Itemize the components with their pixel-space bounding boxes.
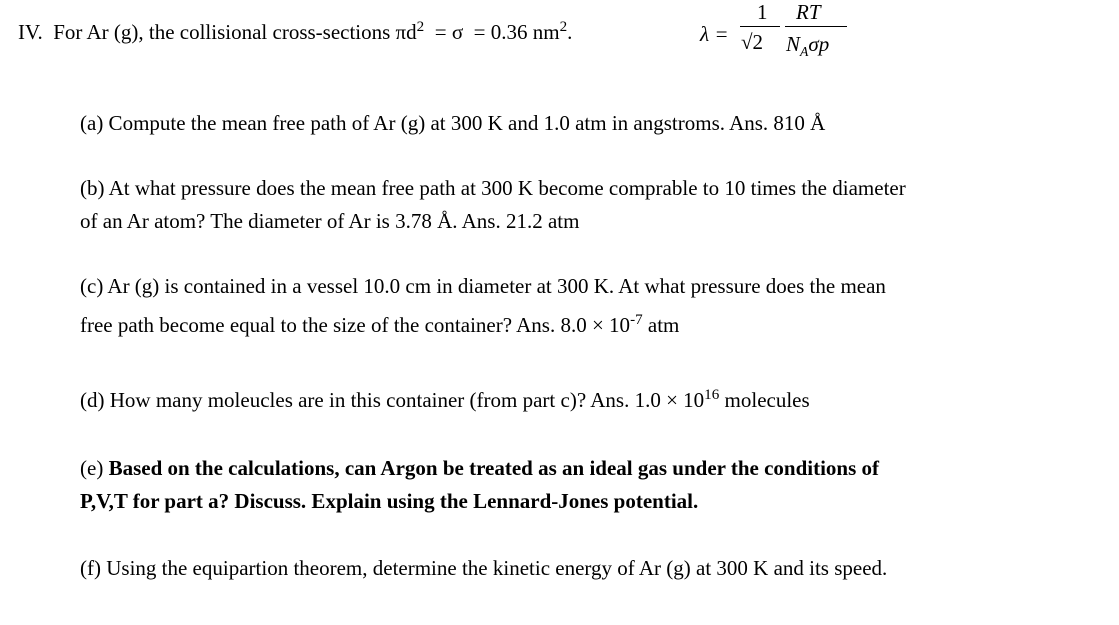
part-e-question: Based on the calculations, can Argon be treated as an ideal gas under the conditions of — [108, 456, 880, 480]
part-c-exponent: -7 — [630, 311, 643, 328]
part-a: (a) Compute the mean free path of Ar (g) at 300 K and 1.0 atm in angstroms. Ans. 810 Å — [80, 111, 826, 135]
equals-sigma: = σ — [434, 20, 464, 44]
problem-header — [18, 18, 573, 44]
avogadro-subscript: A — [800, 44, 809, 60]
part-f: (f) Using the equipartion theorem, determine the kinetic energy of Ar (g) at 300 K and its speed. — [80, 556, 888, 580]
avogadro-n: N — [786, 32, 801, 56]
part-e-line1 — [80, 458, 879, 479]
part-e-label: (e) — [80, 456, 109, 480]
part-d — [80, 386, 810, 412]
part-c-line1: (c) Ar (g) is contained in a vessel 10.0 cm in diameter at 300 K. At what pressure does the mean — [80, 274, 886, 298]
cross-section-value: = 0.36 nm — [473, 20, 560, 44]
sigma-p: σp — [808, 32, 830, 56]
cross-section-exponent: 2 — [559, 18, 568, 35]
header-period: . — [567, 20, 573, 44]
fraction1-denominator: √2 — [741, 30, 764, 54]
part-c-line2 — [80, 311, 680, 337]
part-d-exponent: 16 — [704, 386, 720, 403]
part-d-unit: molecules — [719, 388, 810, 412]
part-b-line2: of an Ar atom? The diameter of Ar is 3.78 Å. Ans. 21.2 atm — [80, 209, 580, 233]
part-c-line2-text: free path become equal to the size of the container? Ans. 8.0 × 10 — [80, 313, 631, 337]
fraction2-numerator: RT — [796, 0, 821, 24]
part-e-line2: P,V,T for part a? Discuss. Explain using the Lennard-Jones potential. — [80, 489, 699, 513]
fraction2-denominator — [786, 34, 829, 59]
part-b-line1: (b) At what pressure does the mean free path at 300 K become comprable to 10 times the diameter — [80, 176, 906, 200]
problem-number: IV. — [18, 20, 43, 44]
part-d-text: (d) How many moleucles are in this container (from part c)? Ans. 1.0 × 10 — [80, 388, 705, 412]
header-intro: For Ar (g), the collisional cross-sections πd — [53, 20, 417, 44]
fraction2-bar — [785, 26, 847, 27]
fraction1-bar — [740, 26, 780, 27]
part-c-unit: atm — [642, 313, 680, 337]
header-intro-exponent: 2 — [416, 18, 425, 35]
lambda-equals: λ = — [700, 22, 729, 46]
fraction1-numerator: 1 — [757, 0, 768, 24]
